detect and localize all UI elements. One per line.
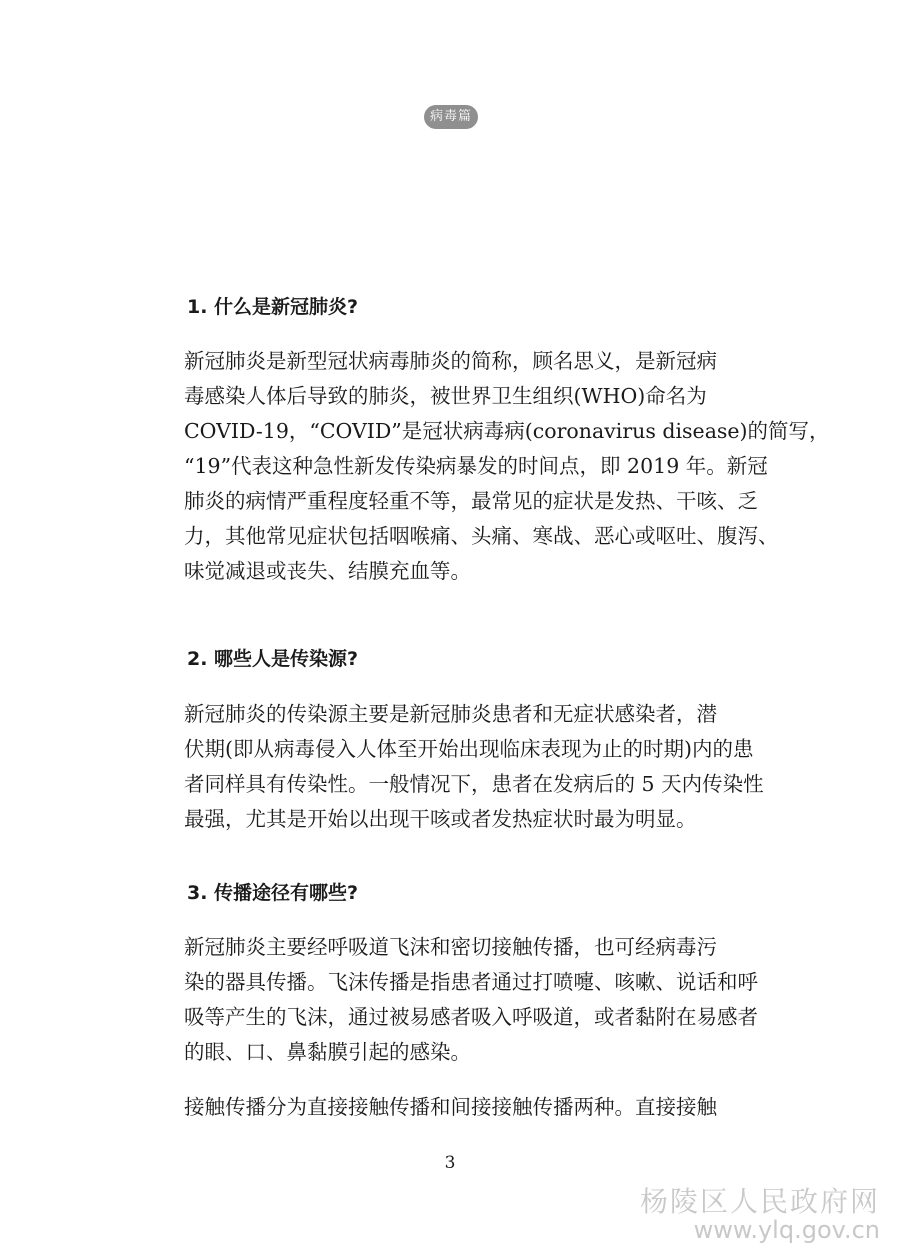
text-line: 毒感染人体后导致的肺炎，被世界卫生组织(WHO)命名为	[184, 384, 707, 408]
text-line: 最强，尤其是开始以出现干咳或者发热症状时最为明显。	[184, 807, 697, 831]
answer-paragraph-3	[143, 930, 763, 1070]
question-heading-1: 1. 什么是新冠肺炎?	[187, 296, 359, 318]
text-line: 者同样具有传染性。一般情况下，患者在发病后的 5 天内传染性	[184, 772, 764, 796]
text-line: 染的器具传播。飞沫传播是指患者通过打喷嚏、咳嗽、说话和呼	[184, 970, 758, 994]
text-line: 接触传播分为直接接触传播和间接接触传播两种。直接接触	[184, 1095, 717, 1119]
answer-paragraph-1	[143, 344, 830, 589]
text-line: 吸等产生的飞沫，通过被易感者吸入呼吸道，或者黏附在易感者	[184, 1005, 758, 1029]
text-line: 伏期(即从病毒侵入人体至开始出现临床表现为止的时期)内的患	[184, 737, 754, 761]
section-badge: 病毒篇	[424, 105, 478, 129]
question-heading-3: 3. 传播途径有哪些?	[187, 882, 359, 904]
text-line: 新冠肺炎主要经呼吸道飞沫和密切接触传播，也可经病毒污	[184, 935, 717, 959]
text-line: 新冠肺炎的传染源主要是新冠肺炎患者和无症状感染者，潜	[184, 702, 717, 726]
watermark-site-name: 杨陵区人民政府网	[639, 1185, 880, 1218]
text-line: “19”代表这种急性新发传染病暴发的时间点，即 2019 年。新冠	[184, 454, 768, 478]
question-heading-2: 2. 哪些人是传染源?	[187, 648, 359, 670]
text-line: 力，其他常见症状包括咽喉痛、头痛、寒战、恶心或呕吐、腹泻、	[184, 524, 779, 548]
watermark-site-url: www.ylq.gov.cn	[693, 1216, 880, 1244]
text-line: COVID-19，“COVID”是冠状病毒病(coronavirus disease)的简写，	[184, 419, 830, 443]
text-line: 新冠肺炎是新型冠状病毒肺炎的简称，顾名思义，是新冠病	[184, 349, 717, 373]
answer-paragraph-2	[143, 697, 763, 837]
text-line: 肺炎的病情严重程度轻重不等，最常见的症状是发热、干咳、乏	[184, 489, 758, 513]
text-line: 味觉减退或丧失、结膜充血等。	[184, 559, 471, 583]
answer-paragraph-4	[143, 1090, 763, 1125]
page-number: 3	[444, 1153, 456, 1173]
text-line: 的眼、口、鼻黏膜引起的感染。	[184, 1040, 471, 1064]
